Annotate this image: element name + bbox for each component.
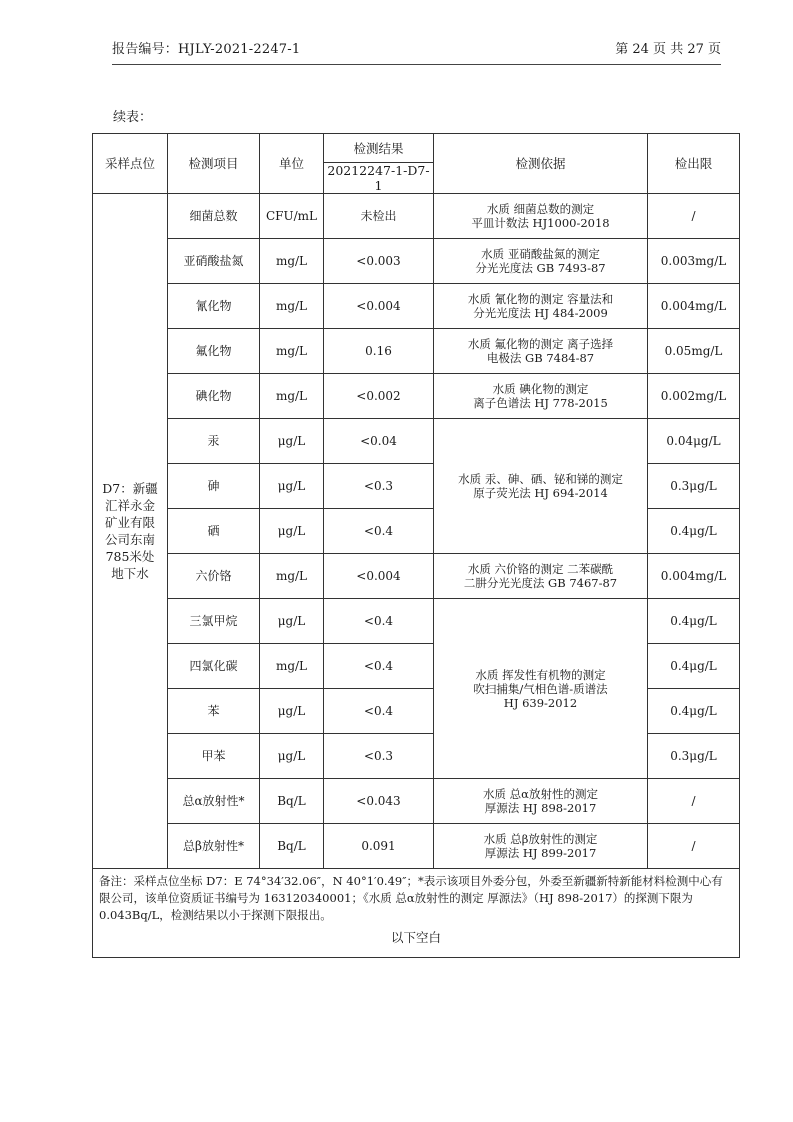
result: <0.04 (324, 419, 434, 464)
table-row (93, 329, 740, 374)
detection-limit: 0.004mg/L (648, 284, 740, 329)
end-of-table-mark: 以下空白 (390, 930, 441, 945)
table-row (93, 194, 740, 239)
header-sampling-point: 采样点位 (93, 134, 168, 194)
detection-limit: / (648, 779, 740, 824)
detection-limit: 0.4μg/L (648, 509, 740, 554)
unit: mg/L (260, 329, 324, 374)
result: 0.16 (324, 329, 434, 374)
unit: μg/L (260, 734, 324, 779)
unit: mg/L (260, 644, 324, 689)
table-row (93, 599, 740, 644)
test-item: 硒 (168, 509, 260, 554)
detection-limit: 0.3μg/L (648, 734, 740, 779)
test-item: 总β放射性* (168, 824, 260, 869)
page-number: 第 24 页 共 27 页 (615, 42, 721, 57)
test-item: 砷 (168, 464, 260, 509)
unit: μg/L (260, 599, 324, 644)
table-row (93, 284, 740, 329)
method: 水质 氰化物的测定 容量法和 分光光度法 HJ 484-2009 (434, 284, 648, 329)
unit: mg/L (260, 554, 324, 599)
detection-limit: 0.4μg/L (648, 599, 740, 644)
detection-limit: 0.004mg/L (648, 554, 740, 599)
header-test-item: 检测项目 (168, 134, 260, 194)
table-row (93, 239, 740, 284)
method: 水质 氟化物的测定 离子选择 电极法 GB 7484-87 (434, 329, 648, 374)
test-item: 细菌总数 (168, 194, 260, 239)
test-item: 碘化物 (168, 374, 260, 419)
method: 水质 挥发性有机物的测定 吹扫捕集/气相色谱-质谱法 HJ 639-2012 (434, 599, 648, 779)
header-detection-limit: 检出限 (648, 134, 740, 194)
continued-label: 续表： (113, 110, 153, 125)
test-item: 氟化物 (168, 329, 260, 374)
unit: Bq/L (260, 824, 324, 869)
test-item: 氰化物 (168, 284, 260, 329)
unit: μg/L (260, 509, 324, 554)
unit: μg/L (260, 464, 324, 509)
report-number: 报告编号：HJLY-2021-2247-1 (112, 42, 301, 57)
result: <0.4 (324, 599, 434, 644)
test-item: 三氯甲烷 (168, 599, 260, 644)
method: 水质 总β放射性的测定 厚源法 HJ 899-2017 (434, 824, 648, 869)
unit: Bq/L (260, 779, 324, 824)
result: <0.003 (324, 239, 434, 284)
table-row (93, 374, 740, 419)
notes-cell (93, 869, 740, 958)
header-result: 检测结果 (324, 134, 434, 163)
unit: mg/L (260, 284, 324, 329)
result: <0.043 (324, 779, 434, 824)
result: <0.4 (324, 689, 434, 734)
detection-limit: / (648, 824, 740, 869)
page-header (112, 36, 721, 65)
unit: mg/L (260, 374, 324, 419)
table-row (93, 419, 740, 464)
unit: mg/L (260, 239, 324, 284)
table-row (93, 554, 740, 599)
unit: μg/L (260, 419, 324, 464)
detection-limit: 0.002mg/L (648, 374, 740, 419)
method: 水质 亚硝酸盐氮的测定 分光光度法 GB 7493-87 (434, 239, 648, 284)
result: 未检出 (324, 194, 434, 239)
test-item: 汞 (168, 419, 260, 464)
method: 水质 汞、砷、硒、铋和锑的测定 原子荧光法 HJ 694-2014 (434, 419, 648, 554)
test-item: 总α放射性* (168, 779, 260, 824)
method: 水质 六价铬的测定 二苯碳酰 二肼分光光度法 GB 7467-87 (434, 554, 648, 599)
table-row (93, 779, 740, 824)
detection-limit: 0.003mg/L (648, 239, 740, 284)
unit: CFU/mL (260, 194, 324, 239)
detection-limit: 0.4μg/L (648, 644, 740, 689)
test-item: 甲苯 (168, 734, 260, 779)
result: 0.091 (324, 824, 434, 869)
result: <0.004 (324, 284, 434, 329)
detection-limit: / (648, 194, 740, 239)
result: <0.3 (324, 464, 434, 509)
table-row (93, 824, 740, 869)
detection-limit: 0.3μg/L (648, 464, 740, 509)
detection-limit: 0.4μg/L (648, 689, 740, 734)
method: 水质 碘化物的测定 离子色谱法 HJ 778-2015 (434, 374, 648, 419)
test-item: 六价铬 (168, 554, 260, 599)
result: <0.4 (324, 509, 434, 554)
result: <0.002 (324, 374, 434, 419)
notes-text: 备注：采样点位坐标 D7：E 74°34′32.06″，N 40°1′0.49″；*表示该项目外委分包，外委至新疆新特新能材料检测中心有限公司，该单位资质证书编号为 163120340001；《水质 总α放射性的测定 厚源法》（HJ 898-2017）的探测下限为 0.043Bq/L，检测结果以小于探测下限报出。 (99, 874, 723, 922)
result: <0.4 (324, 644, 434, 689)
detection-limit: 0.05mg/L (648, 329, 740, 374)
detection-limit: 0.04μg/L (648, 419, 740, 464)
header-sample-id: 20212247-1-D7-1 (324, 163, 434, 194)
test-item: 四氯化碳 (168, 644, 260, 689)
test-item: 亚硝酸盐氮 (168, 239, 260, 284)
method: 水质 总α放射性的测定 厚源法 HJ 898-2017 (434, 779, 648, 824)
header-basis: 检测依据 (434, 134, 648, 194)
results-table (92, 133, 740, 958)
header-unit: 单位 (260, 134, 324, 194)
sampling-location: D7：新疆 汇祥永金 矿业有限 公司东南 785米处 地下水 (93, 194, 168, 869)
unit: μg/L (260, 689, 324, 734)
test-item: 苯 (168, 689, 260, 734)
method: 水质 细菌总数的测定 平皿计数法 HJ1000-2018 (434, 194, 648, 239)
result: <0.004 (324, 554, 434, 599)
result: <0.3 (324, 734, 434, 779)
